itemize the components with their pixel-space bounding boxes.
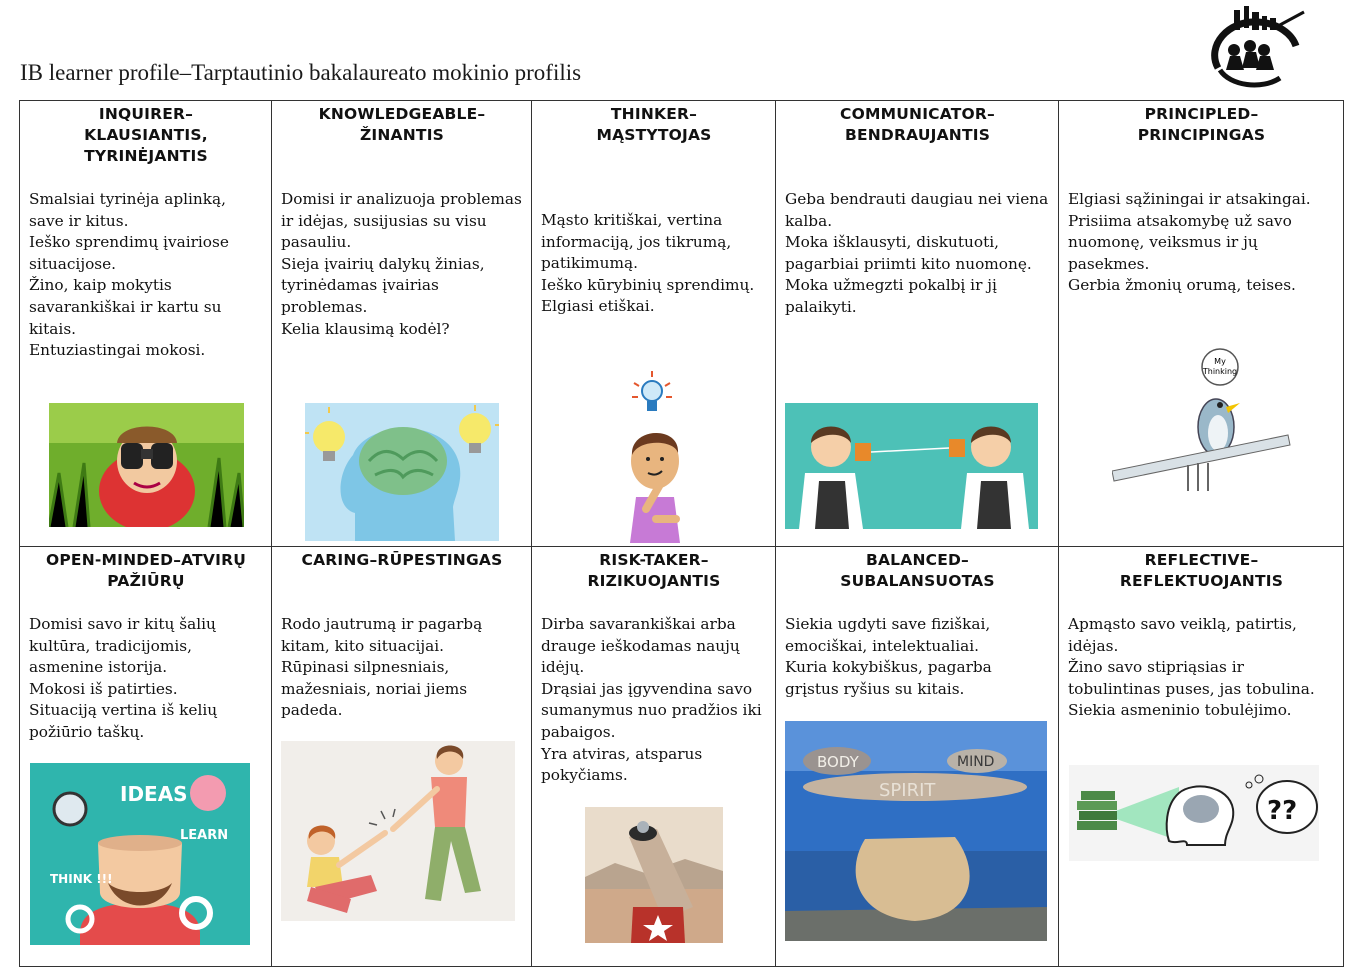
cell-text: Dirba savarankiškai arba drauge ieškodamas naujų idėjų. Drąsiai jas įgyvendina savo sumanymus nuo pradžios iki pabaigos. Yra atviras, atsparus pokyčiams. <box>541 615 762 785</box>
page-title: IB learner profile–Tarptautinio bakalaureato mokinio profilis <box>20 60 582 85</box>
cell-heading: INQUIRER– KLAUSIANTIS, TYRINĖJANTIS <box>84 105 208 165</box>
learner-profile-table <box>19 100 1344 967</box>
spirit-word: SPIRIT <box>879 780 936 801</box>
cell-caring <box>272 547 532 967</box>
cell-text: Domisi savo ir kitų šalių kultūra, tradicijomis, asmenine istorija. Mokosi iš patirties. Situaciją vertina iš kelių požiūrio taškų. <box>29 615 218 741</box>
cell-heading: COMMUNICATOR– BENDRAUJANTIS <box>840 105 995 144</box>
cell-communicator <box>776 101 1059 547</box>
cell-heading: REFLECTIVE– REFLEKTUOJANTIS <box>1119 551 1284 590</box>
cell-balanced <box>776 547 1059 967</box>
mind-word: MIND <box>957 754 995 770</box>
reflective-head-image <box>1069 765 1319 861</box>
question-marks: ?? <box>1267 796 1298 826</box>
cell-open-minded <box>20 547 272 967</box>
cell-text: Rodo jautrumą ir pagarbą kitam, kito situacijai. Rūpinasi silpnesniais, mažesniais, noriai jiems padeda. <box>281 615 483 720</box>
think-word: THINK !!! <box>50 872 113 886</box>
cell-reflective <box>1059 547 1344 967</box>
cell-text: Geba bendrauti daugiau nei viena kalba. Moka išklausyti, diskutuoti, pagarbiai priimti kito nuomonę. Moka užmegzti pokalbį ir jį palaikyti. <box>785 190 1049 316</box>
cell-principled <box>1059 101 1344 547</box>
cell-text: Apmąsto savo veiklą, patirtis, idėjas. Žino savo stipriąsias ir tobulintinas puses, jas tobulina. Siekia asmeninio tobulėjimo. <box>1068 615 1315 720</box>
cell-text: Mąsto kritiškai, vertina informaciją, jos tikrumą, patikimumą. Ieško kūrybinių sprendimų. Elgiasi etiškai. <box>541 211 755 316</box>
cell-inquirer <box>20 101 272 547</box>
cell-heading: THINKER– MĄSTYTOJAS <box>596 105 712 144</box>
thinking-person-image <box>626 369 684 543</box>
cell-text: Elgiasi sąžiningai ir atsakingai. Prisiima atsakomybę už savo nuomonę, veiksmus ir jų pasekmes. Gerbia žmonių orumą, teises. <box>1068 190 1311 295</box>
penguin-balance-image <box>1112 347 1292 491</box>
cell-text: Smalsiai tyrinėja aplinką, save ir kitus. Ieško sprendimų įvairiose situacijose. Žino, kaip mokytis savarankiškai ir kartu su kitais. Entuziastingai mokosi. <box>29 190 229 360</box>
cell-heading: PRINCIPLED– PRINCIPINGAS <box>1137 105 1266 144</box>
balanced-stones-image <box>785 721 1047 941</box>
helping-hand-image <box>281 741 515 921</box>
cell-text: Siekia ugdyti save fiziškai, emociškai, intelektualiai. Kuria kokybiškus, pagarba grįstus ryšius su kitais. <box>785 615 992 698</box>
body-word: BODY <box>817 753 859 771</box>
tin-can-phone-image <box>785 403 1038 529</box>
cell-heading: RISK-TAKER– RIZIKUOJANTIS <box>587 551 721 590</box>
school-logo <box>1200 6 1310 92</box>
cell-heading: BALANCED– SUBALANSUOTAS <box>840 551 995 590</box>
cell-heading: OPEN-MINDED–ATVIRŲ PAŽIŪRŲ <box>45 551 246 590</box>
cell-heading: KNOWLEDGEABLE– ŽINANTIS <box>318 105 486 144</box>
cell-risk-taker <box>532 547 776 967</box>
open-head-ideas-image <box>30 763 250 945</box>
brain-lightbulbs-image <box>305 403 499 541</box>
cell-knowledgeable <box>272 101 532 547</box>
svg-text:My: My <box>1214 357 1226 366</box>
ideas-word: IDEAS <box>120 782 188 806</box>
child-binoculars-image <box>49 403 244 527</box>
svg-text:Thinking: Thinking <box>1202 367 1238 376</box>
cell-thinker <box>532 101 776 547</box>
cell-heading: CARING–RŪPESTINGAS <box>301 551 503 569</box>
learn-word: LEARN <box>180 828 229 843</box>
human-cannonball-image <box>585 807 723 943</box>
cell-text: Domisi ir analizuoja problemas ir idėjas, susijusias su visu pasauliu. Sieja įvairių dalykų žinias, tyrinėdamas įvairias problemas. Kelia klausimą kodėl? <box>281 190 522 338</box>
